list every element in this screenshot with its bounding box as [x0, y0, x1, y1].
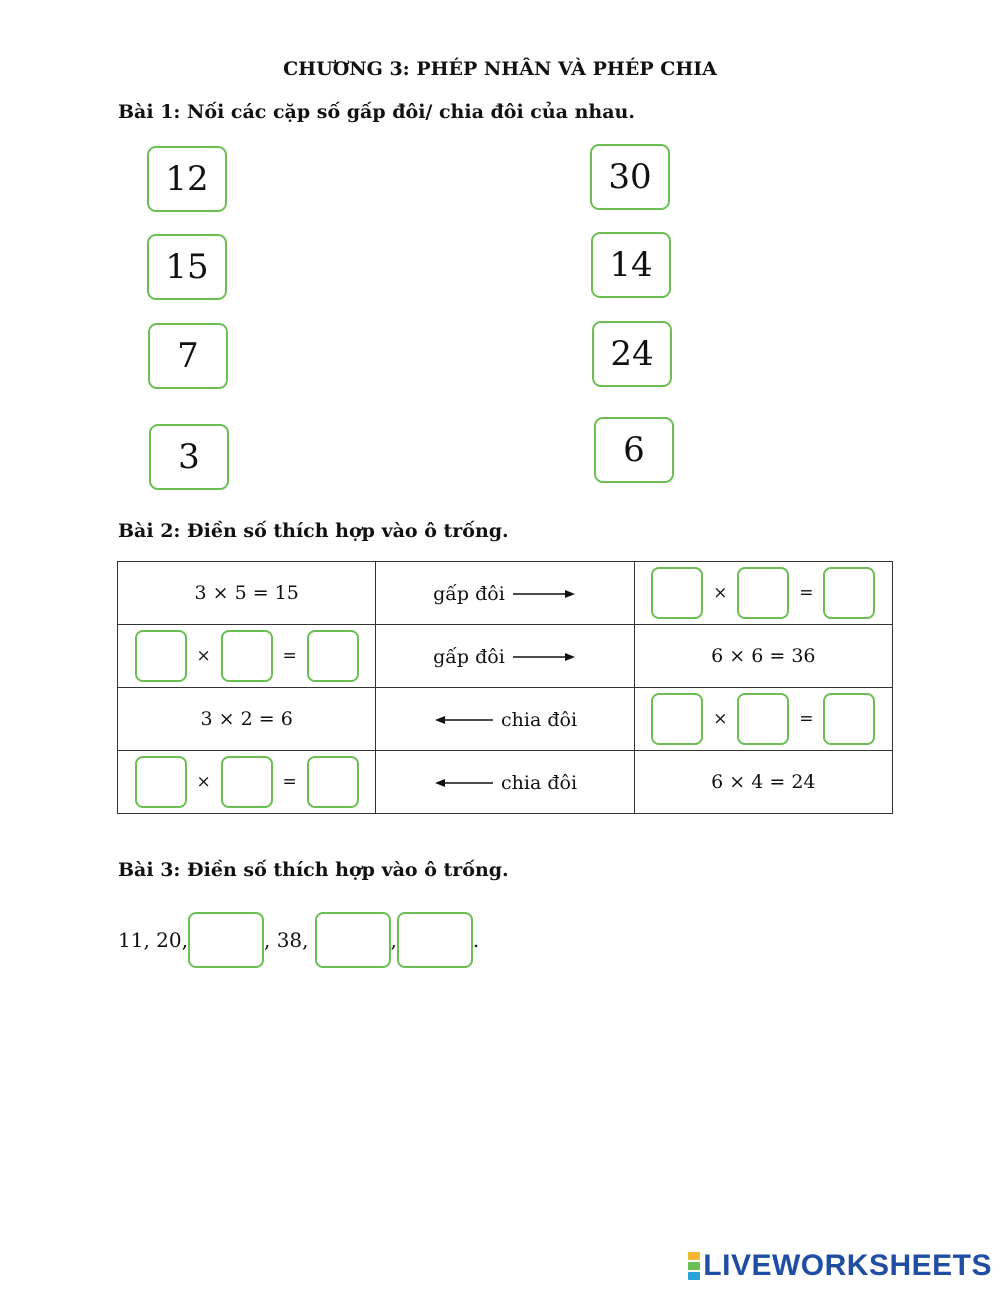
match-left-item[interactable]: 7	[148, 323, 228, 389]
sequence-separator: ,	[390, 928, 397, 952]
table-cell-blanks	[634, 688, 892, 751]
table-cell-action	[376, 562, 634, 625]
match-left-item[interactable]: 12	[147, 146, 227, 212]
table-cell-expression: 3 × 2 = 6	[118, 688, 376, 751]
answer-blank[interactable]	[737, 693, 789, 745]
match-left-item[interactable]: 3	[149, 424, 229, 490]
answer-blank[interactable]	[221, 756, 273, 808]
page-title: CHƯƠNG 3: PHÉP NHÂN VÀ PHÉP CHIA	[283, 58, 717, 80]
answer-blank[interactable]	[135, 630, 187, 682]
arrow-left-icon	[433, 713, 495, 727]
sequence-blank[interactable]	[315, 912, 391, 968]
table-row	[118, 751, 893, 814]
answer-blank[interactable]	[823, 693, 875, 745]
action-label: gấp đôi	[433, 582, 505, 605]
times-sign: ×	[196, 772, 211, 792]
table-row	[118, 625, 893, 688]
match-right-item[interactable]: 24	[592, 321, 672, 387]
logo-mark-bar	[688, 1262, 700, 1270]
sequence-blank[interactable]	[188, 912, 264, 968]
table-row	[118, 688, 893, 751]
table-cell-expression: 6 × 4 = 24	[634, 751, 892, 814]
table-cell-action	[376, 625, 634, 688]
arrow-left-icon	[433, 776, 495, 790]
answer-blank[interactable]	[221, 630, 273, 682]
action-label: gấp đôi	[433, 645, 505, 668]
table-cell-blanks	[118, 625, 376, 688]
exercise-1-heading: Bài 1: Nối các cặp số gấp đôi/ chia đôi của nhau.	[118, 101, 635, 123]
answer-blank[interactable]	[737, 567, 789, 619]
equals-sign: =	[282, 772, 297, 792]
match-right-item[interactable]: 6	[594, 417, 674, 483]
logo-text: LIVEWORKSHEETS	[703, 1249, 992, 1282]
equals-sign: =	[799, 583, 814, 603]
exercise-2-table	[117, 561, 893, 814]
sequence-mid: , 38,	[263, 928, 309, 952]
answer-blank[interactable]	[823, 567, 875, 619]
table-cell-blanks	[118, 751, 376, 814]
times-sign: ×	[713, 583, 728, 603]
table-cell-blanks	[634, 562, 892, 625]
sequence-prefix: 11, 20,	[118, 928, 188, 952]
table-cell-expression: 3 × 5 = 15	[118, 562, 376, 625]
arrow-right-icon	[511, 650, 577, 664]
logo-mark-bar	[688, 1272, 700, 1280]
table-cell-expression: 6 × 6 = 36	[634, 625, 892, 688]
arrow-right-icon	[511, 587, 577, 601]
sequence-blank[interactable]	[397, 912, 473, 968]
action-label: chia đôi	[501, 771, 578, 794]
action-label: chia đôi	[501, 708, 578, 731]
equals-sign: =	[799, 709, 814, 729]
match-left-item[interactable]: 15	[147, 234, 227, 300]
answer-blank[interactable]	[135, 756, 187, 808]
table-cell-action	[376, 751, 634, 814]
logo-mark-bar	[688, 1252, 700, 1260]
exercise-3-heading: Bài 3: Điền số thích hợp vào ô trống.	[118, 859, 509, 881]
match-right-item[interactable]: 30	[590, 144, 670, 210]
answer-blank[interactable]	[307, 756, 359, 808]
logo-mark-icon	[688, 1251, 700, 1281]
liveworksheets-logo	[688, 1249, 992, 1283]
sequence-end: .	[472, 928, 480, 952]
match-right-item[interactable]: 14	[591, 232, 671, 298]
table-row	[118, 562, 893, 625]
answer-blank[interactable]	[651, 693, 703, 745]
times-sign: ×	[196, 646, 211, 666]
answer-blank[interactable]	[307, 630, 359, 682]
number-sequence	[118, 912, 479, 968]
times-sign: ×	[713, 709, 728, 729]
table-cell-action	[376, 688, 634, 751]
equals-sign: =	[282, 646, 297, 666]
answer-blank[interactable]	[651, 567, 703, 619]
exercise-2-heading: Bài 2: Điền số thích hợp vào ô trống.	[118, 520, 509, 542]
